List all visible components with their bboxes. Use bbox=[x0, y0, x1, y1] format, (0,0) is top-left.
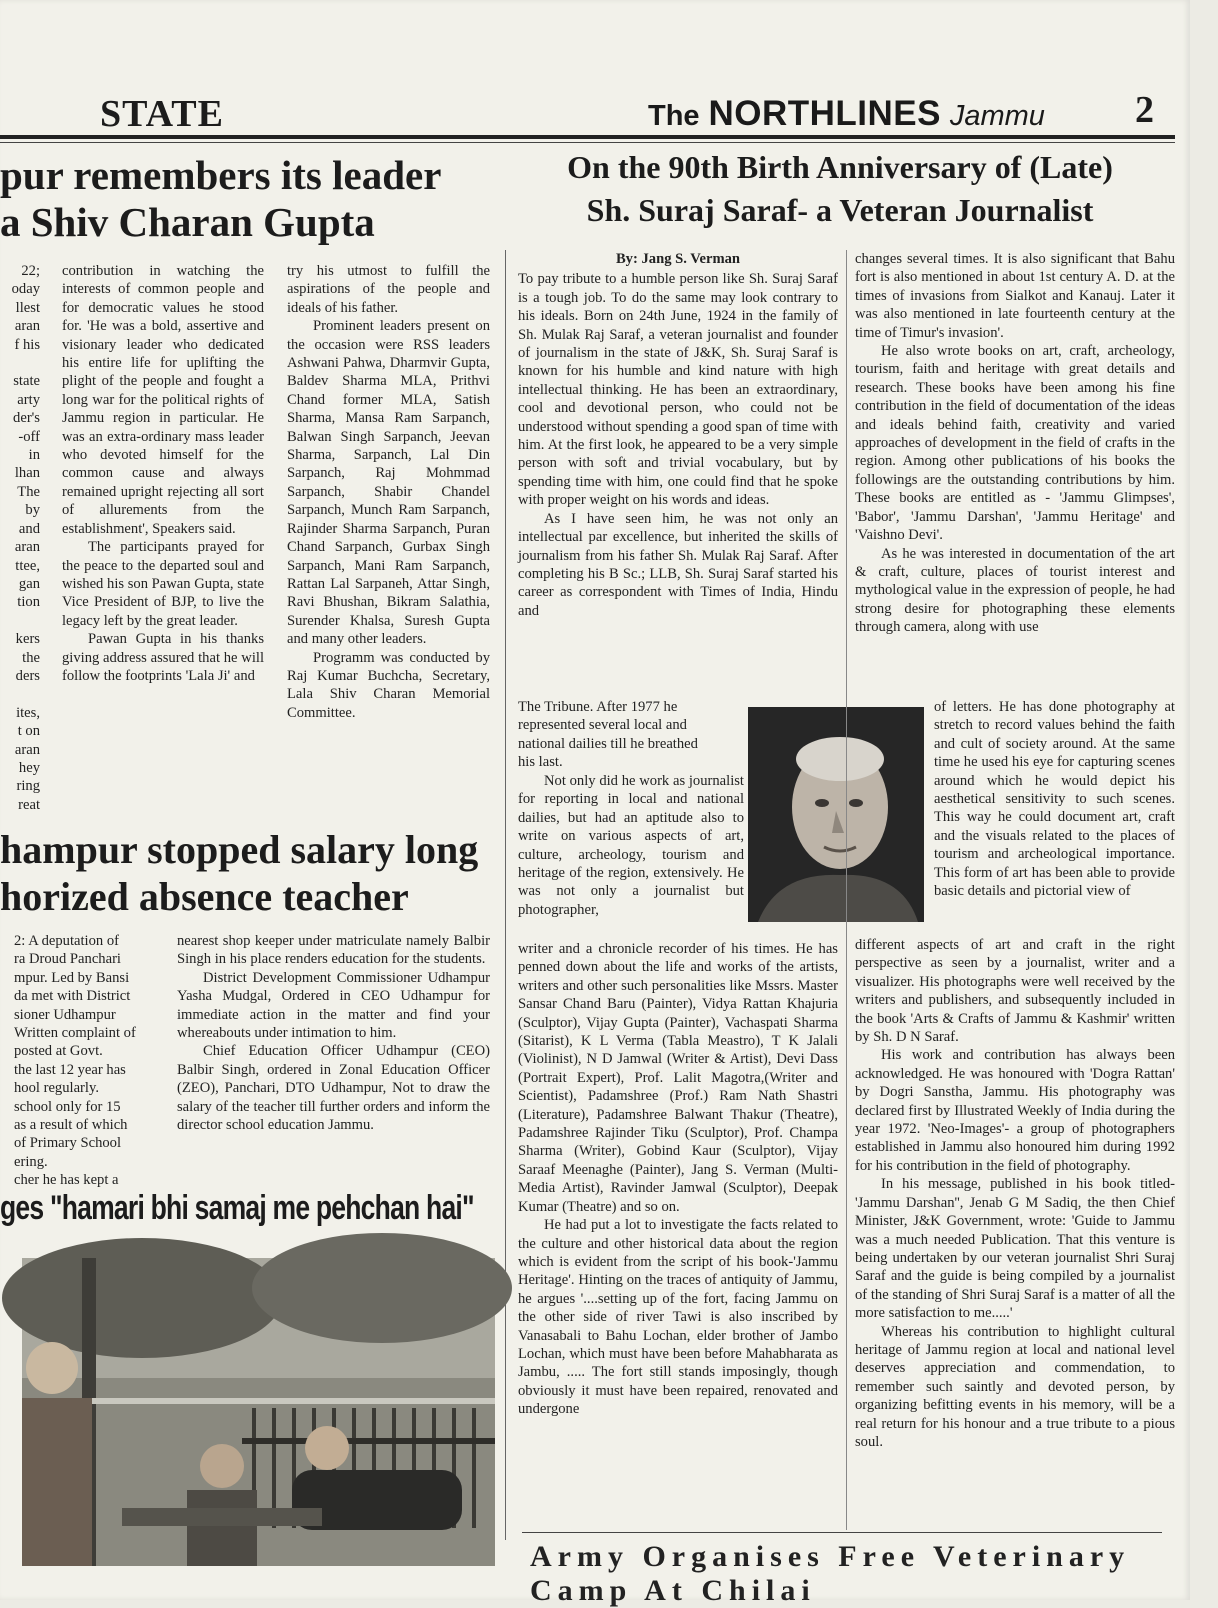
story1-edge-line bbox=[4, 612, 40, 630]
street-photo-illustration bbox=[22, 1258, 495, 1566]
story2-col1-line: 2: A deputation of bbox=[14, 933, 119, 949]
main-col2-wrap-paragraph: of letters. He has done photography at stretch to record values behind the faith and cult of society around. At the same time he used his eye for capturing scenes around which he would depict his aesthetical sensitivity to such scenes. This way he could document art, craft and the visuals related to the places of tourism and archeological importance. This form of art has been able to provide basic details and pictorial view of bbox=[934, 699, 1175, 900]
story2-col1-line: of Primary School bbox=[14, 1135, 122, 1152]
story2-col1-line: cher he has kept a bbox=[14, 1172, 119, 1189]
masthead-city: Jammu bbox=[949, 100, 1045, 132]
story1-edge-line: f his bbox=[14, 336, 40, 353]
story1-edge-line: der's bbox=[13, 410, 40, 427]
story2-col1-line: the last 12 year has bbox=[14, 1061, 126, 1078]
story2-column2 bbox=[177, 932, 490, 1194]
masthead-the: The bbox=[648, 100, 700, 132]
story1-edge-line: t on bbox=[17, 723, 40, 740]
story2-col2-paragraph: Chief Education Officer Udhampur (CEO) Balbir Singh, ordered in Zonal Education Officer (ZEO), Panchari, DTO Udhampur, Not to draw the salary of the teacher till further orders and inform the director school education Jammu. bbox=[177, 1043, 490, 1134]
masthead bbox=[648, 94, 1045, 134]
story1-headline-line2: a Shiv Charan Gupta bbox=[0, 199, 375, 245]
story2-headline-line2: horized absence teacher bbox=[0, 874, 409, 919]
main-column2-tail bbox=[855, 936, 1175, 1530]
page-number: 2 bbox=[1135, 89, 1154, 131]
story2-column1 bbox=[14, 932, 156, 1190]
portrait-illustration bbox=[748, 707, 924, 922]
story1-headline-line1: pur remembers its leader bbox=[0, 152, 442, 198]
story1-edge-line: hey bbox=[18, 759, 40, 776]
bottom-headline-fragment: Army Organises Free Veterinary Camp At Chilai bbox=[530, 1540, 1131, 1607]
main-col1-wrap-line: represented several local and bbox=[518, 717, 687, 734]
main-col2-tail-paragraph: His work and contribution has always been acknowledged. He was honoured with 'Dogra Rattan' by Dogri Sanstha, Jammu. His photography was declared first by Illustrated Weekly of India during the year 1972. 'Neo-Images'- a group of photographers established in Jammu also honoured him during 1992 for his contribution in the field of photography. bbox=[855, 1047, 1175, 1174]
header-rule bbox=[0, 135, 1175, 139]
byline: By: Jang S. Verman bbox=[615, 251, 741, 267]
portrait-photo bbox=[748, 707, 924, 922]
story2-col1-line: sioner Udhampur bbox=[14, 1006, 116, 1023]
story1-edge-line: ites, bbox=[16, 704, 40, 721]
story1-edge-line: the bbox=[22, 649, 40, 666]
story1-edge-line: ders bbox=[15, 667, 40, 684]
main-col1-wrap-paragraph: Not only did he work as journalist for reporting in local and national dailies, but had an aptitude also to write on various aspects of art, culture, archeology, tourism and heritage of the region, extensively. He was not only a journalist but photographer, bbox=[518, 773, 744, 918]
story2-col1-line: ra Droud Panchari bbox=[14, 951, 121, 968]
story1-edge-line: ring bbox=[16, 778, 40, 795]
story1-edge-line: The bbox=[17, 483, 40, 500]
story2-col1-line: hool regularly. bbox=[14, 1080, 99, 1097]
header-rule-thin bbox=[0, 142, 1175, 143]
story1-column2 bbox=[62, 262, 264, 814]
story1-edge-line: aran bbox=[14, 741, 40, 758]
story3-headline: ges "hamari bhi samaj me pehchan hai" bbox=[0, 1189, 474, 1227]
column-divider bbox=[505, 250, 506, 1540]
main-col1-tail-paragraph: writer and a chronicle recorder of his times. He has penned down about the life and works of the artists, writers and other such personalities like Mssrs. Master Sansar Chand Baru (Painter), Vidya Rattan Khajuria (Sculptor), Vijay Gupta (Painter), Vachaspati Sharma (Sitarist), K L Verma (Tabla Meastro), T K Jalali (Violinist), N D Jamwal (Writer & Artist), Devi Dass (Portrait Expert), Prof. Lalit Magotra,(Writer and Scientist), Padamshree (Prof.) Ram Nath Shastri (Literature), Padamshree Balwant Thakur (Theatre), Padamshree Rajinder Tiku (Sculptor), Prof. Champa Sharma (Writer), Gobind Kaur (Sculptor), Vijay Saraaf Meenaghe (Painter), Jang S. Verman (Multi-Media Artist), Ravinder Jamwal (Sculptor), Deepak Kumar (Theatre) and so on. bbox=[518, 941, 838, 1215]
story1-edge-line: reat bbox=[18, 796, 40, 813]
story2-col1-line: ering. bbox=[14, 1153, 48, 1170]
main-col1-tail-paragraph: He had put a lot to investigate the facts related to the culture and other historical data about the region which is evident from the script of his book-'Jammu Heritage'. Hinting on the traces of antiquity of Jammu, he argues '....setting up of the fort, facing Jammu on the other side of river Tawi is also inscribed by Vanasabali to Bahu Lochan, elder brother of Jambo Lochan, which must have been before Mahabharata as Jambu, ..... The fort still stands imposingly, though obviously it must have been repaired, renovated and undergone bbox=[518, 1217, 838, 1418]
story1-col2-paragraph: The participants prayed for the peace to the departed soul and wished his son Pawan Gupta, state Vice President of BJP, to live the legacy left by the great leader. bbox=[62, 539, 264, 629]
story1-edge-line: ttee, bbox=[15, 557, 40, 574]
main-col1-wrap-line: national dailies till he breathed bbox=[518, 735, 698, 752]
main-column1-wrap-lines bbox=[518, 698, 744, 772]
main-column1-wrap-paragraph bbox=[518, 772, 744, 938]
story1-edge-line: 22; bbox=[21, 263, 40, 279]
main-col2-tail-paragraph: Whereas his contribution to highlight cultural heritage of Jammu region at local and national level deserves appreciation and commendation, to remember such saintly and devoted person, by organizing befitting events in his memory, will be a real return for his honour and a true tribute to a pious soul. bbox=[855, 1323, 1175, 1450]
story1-edge-line: by bbox=[25, 502, 40, 519]
main-column1-tail bbox=[518, 940, 838, 1530]
bottom-rule bbox=[522, 1532, 1162, 1533]
main-col1-wrap-line: The Tribune. After 1977 he bbox=[518, 699, 678, 715]
story1-edge-line: tion bbox=[17, 594, 40, 611]
story2-col2-paragraph: District Development Commissioner Udhampur Yasha Mudgal, Ordered in CEO Udhampur for immediate action in the matter and find your whereabouts under intimation to him. bbox=[177, 969, 490, 1042]
story2-col1-line: mpur. Led by Bansi bbox=[14, 969, 130, 986]
story1-edge-line: aran bbox=[14, 539, 40, 556]
story1-col3-paragraph: Programm was conducted by Raj Kumar Buchcha, Secretary, Lala Shiv Charan Memorial Committee. bbox=[287, 649, 490, 721]
story1-column1-edge bbox=[4, 262, 40, 814]
main-column2-wrap bbox=[934, 698, 1175, 934]
story1-edge-line bbox=[4, 354, 40, 372]
story1-col2-paragraph: Pawan Gupta in his thanks giving address assured that he will follow the footprints 'Lala Ji' and bbox=[62, 631, 264, 684]
story1-edge-line: arty bbox=[17, 391, 40, 408]
main-col2-tail-paragraph: In his message, published in his book titled-'Jammu Darshan'', Jenab G M Sadiq, the then Chief Minister, J&K Government, wrote: 'Guide to Jammu was a much needed Publication. That this venture is being undertaken by our veteran journalist Shri Suraj Saraf and the guide is being compiled by a journalist of the standing of Shri Suraj Saraf is a matter of all the more satisfaction to me.....' bbox=[855, 1176, 1175, 1322]
main-col2-paragraph: As he was interested in documentation of the art & craft, culture, places of tourist interest and mythological value in the expression of people, he had strong desire for photographing these elements through camera, along with use bbox=[855, 545, 1175, 636]
story1-edge-line: -off bbox=[18, 428, 40, 445]
main-column1-top bbox=[518, 250, 838, 704]
main-col1-wrap-line: his last. bbox=[518, 754, 563, 771]
story1-edge-line: lhan bbox=[14, 465, 40, 482]
story1-column3 bbox=[287, 262, 490, 814]
story2-col2-paragraph: nearest shop keeper under matriculate namely Balbir Singh in his place renders education for the students. bbox=[177, 933, 490, 968]
main-col2-tail-paragraph: different aspects of art and craft in the right perspective as seen by a journalist, writer and a visualizer. His photographs were well received by the writers and publishers, and subsequently included in the book 'Arts & Crafts of Jammu & Kashmir' written by Sh. D N Saraf. bbox=[855, 937, 1175, 1046]
masthead-brand: NORTHLINES bbox=[708, 94, 941, 133]
story1-edge-line: and bbox=[18, 520, 40, 537]
story1-edge-line: state bbox=[13, 373, 40, 390]
main-col1-paragraph: To pay tribute to a humble person like Sh. Suraj Saraf is a tough job. To do the same may look contrary to his ideals. Born on 24th June, 1924 in the family of Sh. Mulak Raj Saraf, a veteran journalist and founder of journalism in the state of J&K, Sh. Suraj Saraf is known for his humble and kind nature with high intellectual thinking. He has been an extraordinary, cool and devotional person, who could not be understood without spending a good span of time with him. At the first look, he appeared to be a very simple person with soft and trivial vocabulary, but by spending time with him, one could find that he spoke with proper weight on his words and ideas. bbox=[518, 271, 838, 509]
story1-edge-line: kers bbox=[15, 631, 40, 648]
main-col2-paragraph: He also wrote books on art, craft, archeology, tourism, faith and heritage with great details and research. These books have been among his fine contribution in the field of documentation of the ideas and ideals behind faith, creativity and varied approaches of development in the field of crafts in the region. Among other publications of his books the followings are the outstanding contributions by him. These books are entitled as - 'Jammu Glimpses', 'Babor', 'Jammu Darshan', 'Jammu Heritage' and 'Vaishno Devi'. bbox=[855, 343, 1175, 544]
story1-col3-paragraph: try his utmost to fulfill the aspirations of the people and ideals of his father. bbox=[287, 263, 490, 316]
main-headline-line2: Sh. Suraj Saraf- a Veteran Journalist bbox=[586, 192, 1094, 228]
main-headline-line1: On the 90th Birth Anniversary of (Late) bbox=[567, 149, 1113, 185]
story1-col2-paragraph: contribution in watching the interests of common people and for democratic values he stood for. 'He was a bold, assertive and visionary leader who dedicated his entire life for uplifting the plight of the people and fought a long war for the political rights of Jammu region in particular. He was an extra-ordinary mass leader who devoted himself for the common cause and always remained upright rejecting all sort of allurements from the establishment', Speakers said. bbox=[62, 263, 264, 537]
story2-col1-line: posted at Govt. bbox=[14, 1043, 103, 1060]
street-photo bbox=[22, 1258, 495, 1566]
story1-edge-line: gan bbox=[18, 575, 40, 592]
story2-col1-line: as a result of which bbox=[14, 1117, 128, 1134]
story1-edge-line bbox=[4, 685, 40, 703]
main-column2-top bbox=[855, 250, 1175, 696]
main-col1-paragraph: As I have seen him, he was not only an intellectual par excellence, but inherited the skills of journalism from his father Sh. Mulak Raj Saraf. After completing his B Sc.; LLB, Sh. Suraj Saraf started his career as correspondent with Times of India, Hindu and bbox=[518, 510, 838, 619]
story1-edge-line: llest bbox=[15, 299, 40, 316]
story1-col3-paragraph: Prominent leaders present on the occasion were RSS leaders Ashwani Pahwa, Dharmvir Gupta, Baldev Sharma MLA, Prithvi Chand former MLA, Satish Sharma, Mansa Ram Sarpanch, Balwan Singh Sarpanch, Jeevan Sharma, Sarpanch, Lal Din Sarpanch, Raj Mohmmad Sarpanch, Shabir Chandel Sarpanch, Munch Ram Sarpanch, Rajinder Sharma Sarpanch, Puran Chand Sarpanch, Gurbax Singh Sarpanch, Mani Ram Sarpanch, Rattan Lal Sarpaneh, Attar Singh, Ravi Bhushan, Bikram Salathia, Surender Khalsa, Suresh Gupta and many other leaders. bbox=[287, 318, 490, 648]
story1-edge-line: in bbox=[28, 447, 40, 464]
section-label: STATE bbox=[100, 93, 224, 135]
story2-col1-line: da met with District bbox=[14, 988, 131, 1005]
story2-col1-line: school only for 15 bbox=[14, 1098, 121, 1115]
story2-col1-line: Written complaint of bbox=[14, 1025, 136, 1042]
story2-headline-line1: hampur stopped salary long bbox=[0, 827, 479, 872]
story1-edge-line: aran bbox=[14, 318, 40, 335]
story1-edge-line: oday bbox=[11, 281, 40, 298]
main-col2-paragraph: changes several times. It is also significant that Bahu fort is also mentioned in about 1st century A. D. at the times of invasions from Sialkot and Kanauj. Later it was also mentioned in late fourteenth century at the time of Timur's invasion'. bbox=[855, 251, 1175, 341]
main-column-divider bbox=[846, 250, 847, 1530]
